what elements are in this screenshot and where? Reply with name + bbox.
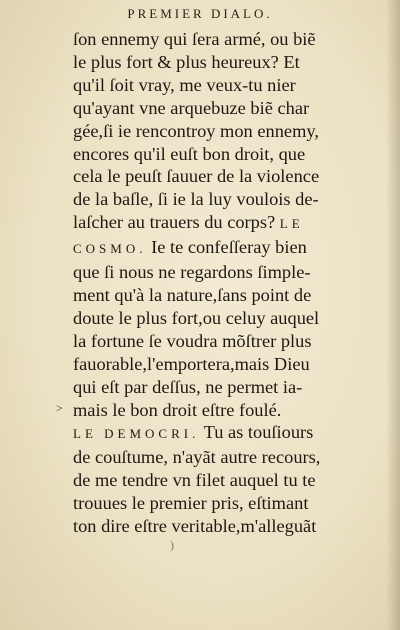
text-line: mais le bon droit eſtre foulé.: [73, 399, 282, 420]
text-line: ton dire eſtre veritable,m'alleguãt: [73, 516, 317, 537]
text-line: cela le peuſt ſauuer de la violence: [73, 166, 320, 187]
text-line: ment qu'à la nature,ſans point de: [73, 284, 312, 305]
text-line: le plus fort & plus heureux? Et: [73, 51, 300, 72]
text-line: qu'ayant vne arquebuze biẽ char: [73, 97, 310, 118]
text-line: de la baſle, ſi ie la luy voulois de-: [73, 189, 319, 210]
text-line: laſcher au trauers du corps? LE: [73, 212, 304, 233]
text-line: fauorable,l'emportera,mais Dieu: [73, 353, 310, 374]
text-line: qu'il ſoit vray, me veux-tu nier: [73, 74, 296, 95]
text-line: la fortune ſe voudra mõſtrer plus: [73, 330, 312, 351]
text-line: qui eſt par deſſus, ne permet ia-: [73, 376, 303, 397]
text-line: COSMO. Ie te confeſſeray bien: [73, 237, 307, 258]
page-gutter-shadow: [386, 0, 400, 630]
text-line: doute le plus fort,ou celuy auquel: [73, 307, 320, 328]
margin-mark: >: [56, 401, 63, 415]
text-line: encores qu'il euſt bon droit, que: [73, 143, 306, 164]
text-line: LE DEMOCRI. Tu as touſiours: [73, 422, 314, 443]
text-line: gée,ſi ie rencontroy mon ennemy,: [73, 120, 319, 141]
running-head: PREMIER DIALO.: [127, 6, 273, 21]
body-text: [73, 28, 365, 538]
text-line: de me tendre vn filet auquel tu te: [73, 470, 316, 491]
text-line: trouues le premier pris, eſtimant: [73, 493, 309, 514]
text-line: ſon ennemy qui ſera armé, ou biẽ: [73, 29, 316, 49]
text-line: de couſtume, n'ayãt autre recours,: [73, 447, 321, 468]
catchword: ): [170, 538, 174, 552]
text-line: que ſi nous ne regardons ſimple-: [73, 262, 311, 283]
